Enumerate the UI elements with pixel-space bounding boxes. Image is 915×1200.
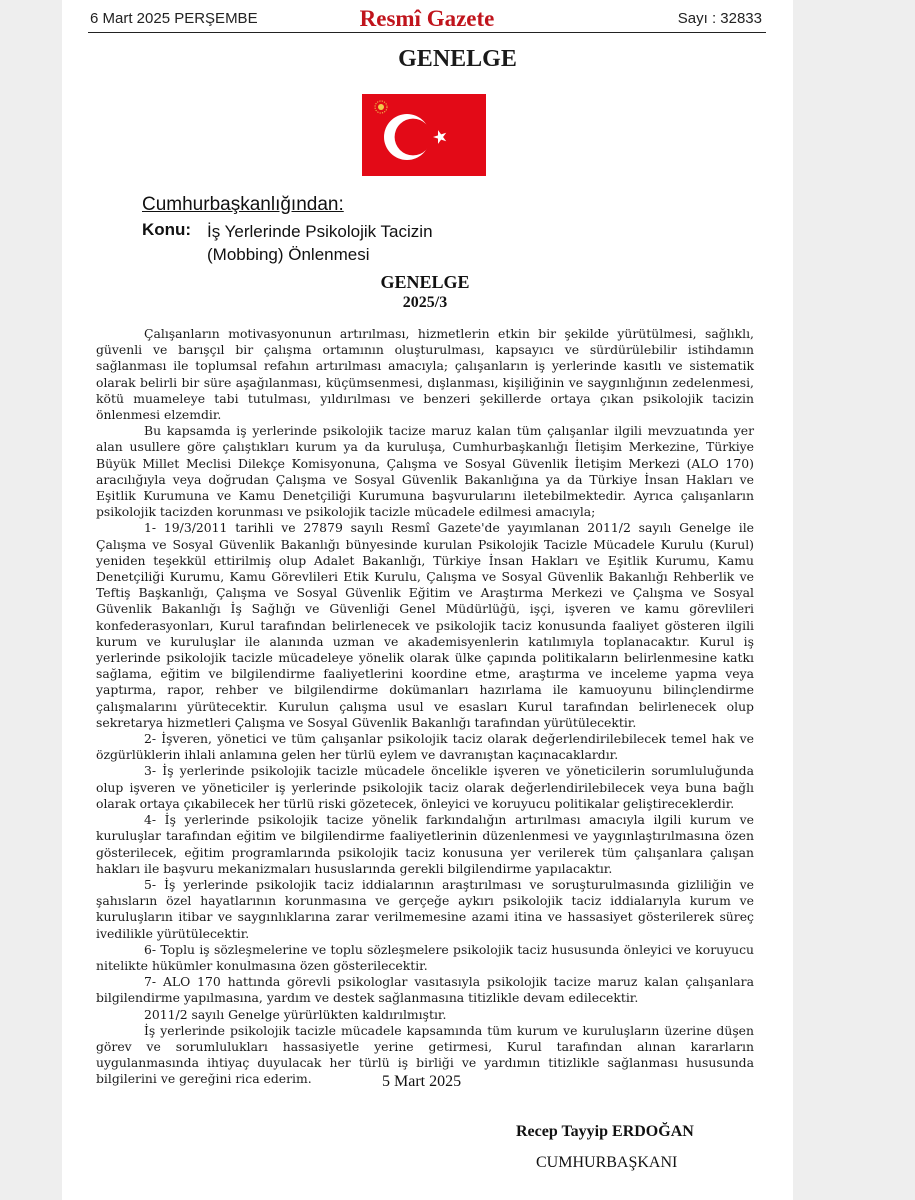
- gazette-header: [88, 6, 766, 33]
- gazette-date: 6 Mart 2025 PERŞEMBE: [90, 10, 258, 27]
- subject-label: Konu:: [142, 220, 192, 239]
- paragraph: 6- Toplu iş sözleşmelerine ve toplu sözleşmelere psikolojik taciz hususunda önleyici ve koruyucu nitelikte hükümler konulmasına özen gösterilecektir.: [96, 941, 754, 973]
- paragraph: Çalışanların motivasyonunun artırılması, hizmetlerin etkin bir şekilde yürütülmesi, sağlıklı, güvenli ve barışçıl bir çalışma ortamının oluşturulması, kapsayıcı ve sürdürülebilir istihdamın sağlanması ile toplumsal refahın artırılması amacıyla; çalışanların iş yerlerinde kasıtlı ve sistematik olarak belirli bir süre aşağılanması, küçümsenmesi, dışlanması, kişiliğinin ve saygınlığının zedelenmesi, kötü muameleye tabi tutulması, yıldırılması ve benzeri şekillerde ortaya çıkan psikolojik tacizin önlenmesi elzemdir.: [96, 326, 754, 423]
- circular-title: GENELGE: [380, 272, 470, 292]
- document-type-heading: GENELGE: [398, 46, 517, 72]
- paragraph: 1- 19/3/2011 tarihli ve 27879 sayılı Resmî Gazete'de yayımlanan 2011/2 sayılı Genelge ile Çalışma ve Sosyal Güvenlik Bakanlığı bünyesinde kurulan Psikolojik Tacizle Mücadele Kurulu (Kurul) yeniden teşekkül ettirilmiş olup Adalet Bakanlığı, Türkiye İnsan Hakları ve Eşitlik Kurumu, Kamu Denetçiliği Kurumu, Kamu Görevlileri Etik Kurulu, Çalışma ve Sosyal Güvenlik Bakanlığı Rehberlik ve Teftiş Başkanlığı, Çalışma ve Sosyal Güvenlik Eğitim ve Araştırma Merkezi ve Çalışma ve Sosyal Güvenlik Bakanlığı İş Sağlığı ve Güvenliği Genel Müdürlüğü, işçi, işveren ve kamu görevlileri konfederasyonları, Kurul tarafından belirlenecek ve psikolojik taciz konusunda faaliyet gösteren ilgili kurum ve kuruluşlar ile alanında uzman ve akademisyenlerin katılımıyla toplanacaktır. Kurul iş yerlerinde psikolojik tacizle mücadeleye yönelik olarak ülke çapında politikaların belirlenmesine katkı sağlama, eğitim ve bilgilendirme faaliyetlerini koordine etme, araştırma ve inceleme yapma veya yaptırma, rapor, rehber ve bilgilendirme dokümanları hazırlama ile kamuoyunu bilinçlendirme çalışmalarını yürütecektir. Kurulun çalışma usul ve esasları Kurul tarafından belirlenecek olup sekretarya hizmetleri Çalışma ve Sosyal Güvenlik Bakanlığı tarafından yürütülecektir.: [96, 520, 754, 730]
- gazette-issue-number: Sayı : 32833: [677, 10, 762, 27]
- turkish-flag-icon: [362, 94, 486, 176]
- signer-name: Recep Tayyip ERDOĞAN: [516, 1123, 694, 1140]
- signer-title: CUMHURBAŞKANI: [536, 1154, 678, 1171]
- paragraph: 7- ALO 170 hattında görevli psikologlar vasıtasıyla psikolojik tacize maruz kalan çalışanlara bilgilendirme yapılmasına, yardım ve destek sağlanmasına titizlikle devam edilecektir.: [96, 974, 754, 1006]
- paragraph: 2011/2 sayılı Genelge yürürlükten kaldırılmıştır.: [144, 1006, 447, 1022]
- paragraph: İş yerlerinde psikolojik tacizle mücadele kapsamında tüm kurum ve kuruluşların üzerine düşen görev ve sorumlulukları hassasiyetle yerine getirmesi, Kurul tarafından alınan kararların uygulanmasında ihtiyaç duyulacak her türlü iş birliği ve yardımın titizlikle sağlanması hususunda bilgilerini ve gereğini rica ederim.: [96, 1022, 754, 1087]
- paragraph: 2- İşveren, yönetici ve tüm çalışanlar psikolojik taciz olarak değerlendirilebilecek temel hak ve özgürlüklerin ihlali anlamına gelen her türlü eylem ve davranıştan kaçınacaklardır.: [96, 731, 754, 763]
- document-body: [96, 326, 754, 1088]
- paragraph: 5- İş yerlerinde psikolojik taciz iddialarının araştırılması ve soruşturulmasında gizliliğin ve şahısların özel hayatlarının korunmasına ve gerçeğe aykırı psikolojik taciz iddialarıyla kurum ve kuruluşların itibar ve saygınlıklarına zarar verilmemesine azami itina ve hassasiyet gösterilerek süreç ivedilikle yürütülecektir.: [96, 876, 754, 941]
- signature-date: 5 Mart 2025: [382, 1073, 462, 1090]
- circular-number: 2025/3: [402, 294, 448, 311]
- issuer: Cumhurbaşkanlığından:: [142, 194, 344, 215]
- paragraph: 3- İş yerlerinde psikolojik tacizle mücadele öncelikle işveren ve yöneticilerin sorumluluğunda olup işveren ve yöneticiler iş yerlerinde psikolojik taciz olarak değerlendirilebilecek veya buna bağlı olarak ortaya çıkabilecek her türlü riski gözetecek, önleyici ve koruyucu politikalar geliştireceklerdir.: [96, 763, 754, 811]
- subject-text: İş Yerlerinde Psikolojik Tacizin (Mobbing) Önlenmesi: [207, 222, 433, 264]
- paragraph: 4- İş yerlerinde psikolojik tacize yönelik farkındalığın artırılması amacıyla ilgili kurum ve kuruluşlar tarafından eğitim ve bilgilendirme faaliyetlerinin düzenlenmesi ve yaygınlaştırılmasına özen gösterilecek, eğitim programlarında psikolojik taciz konusuna yer verilerek tüm çalışanlara çalışan hakları ile başvuru mekanizmaları hususlarında gerekli bilgilendirme yapılacaktır.: [96, 812, 754, 876]
- gazette-title: Resmî Gazete: [359, 6, 495, 31]
- paragraph: Bu kapsamda iş yerlerinde psikolojik tacize maruz kalan tüm çalışanlar ilgili mevzuatında yer alan usullere göre çalıştıkları kurum ya da kuruluşa, Cumhurbaşkanlığı İletişim Merkezine, Türkiye Büyük Millet Meclisi Dilekçe Komisyonuna, Çalışma ve Sosyal Güvenlik İletişim Merkezi (ALO 170) aracılığıyla veya doğrudan Çalışma ve Sosyal Güvenlik Bakanlığına ya da Türkiye İnsan Hakları ve Eşitlik Kurumuna ve Kamu Denetçiliği Kurumuna başvurularını iletebilmektedir. Ayrıca çalışanların psikolojik tacizden korunması ve psikolojik tacizle mücadele edilmesi amacıyla;: [96, 423, 754, 520]
